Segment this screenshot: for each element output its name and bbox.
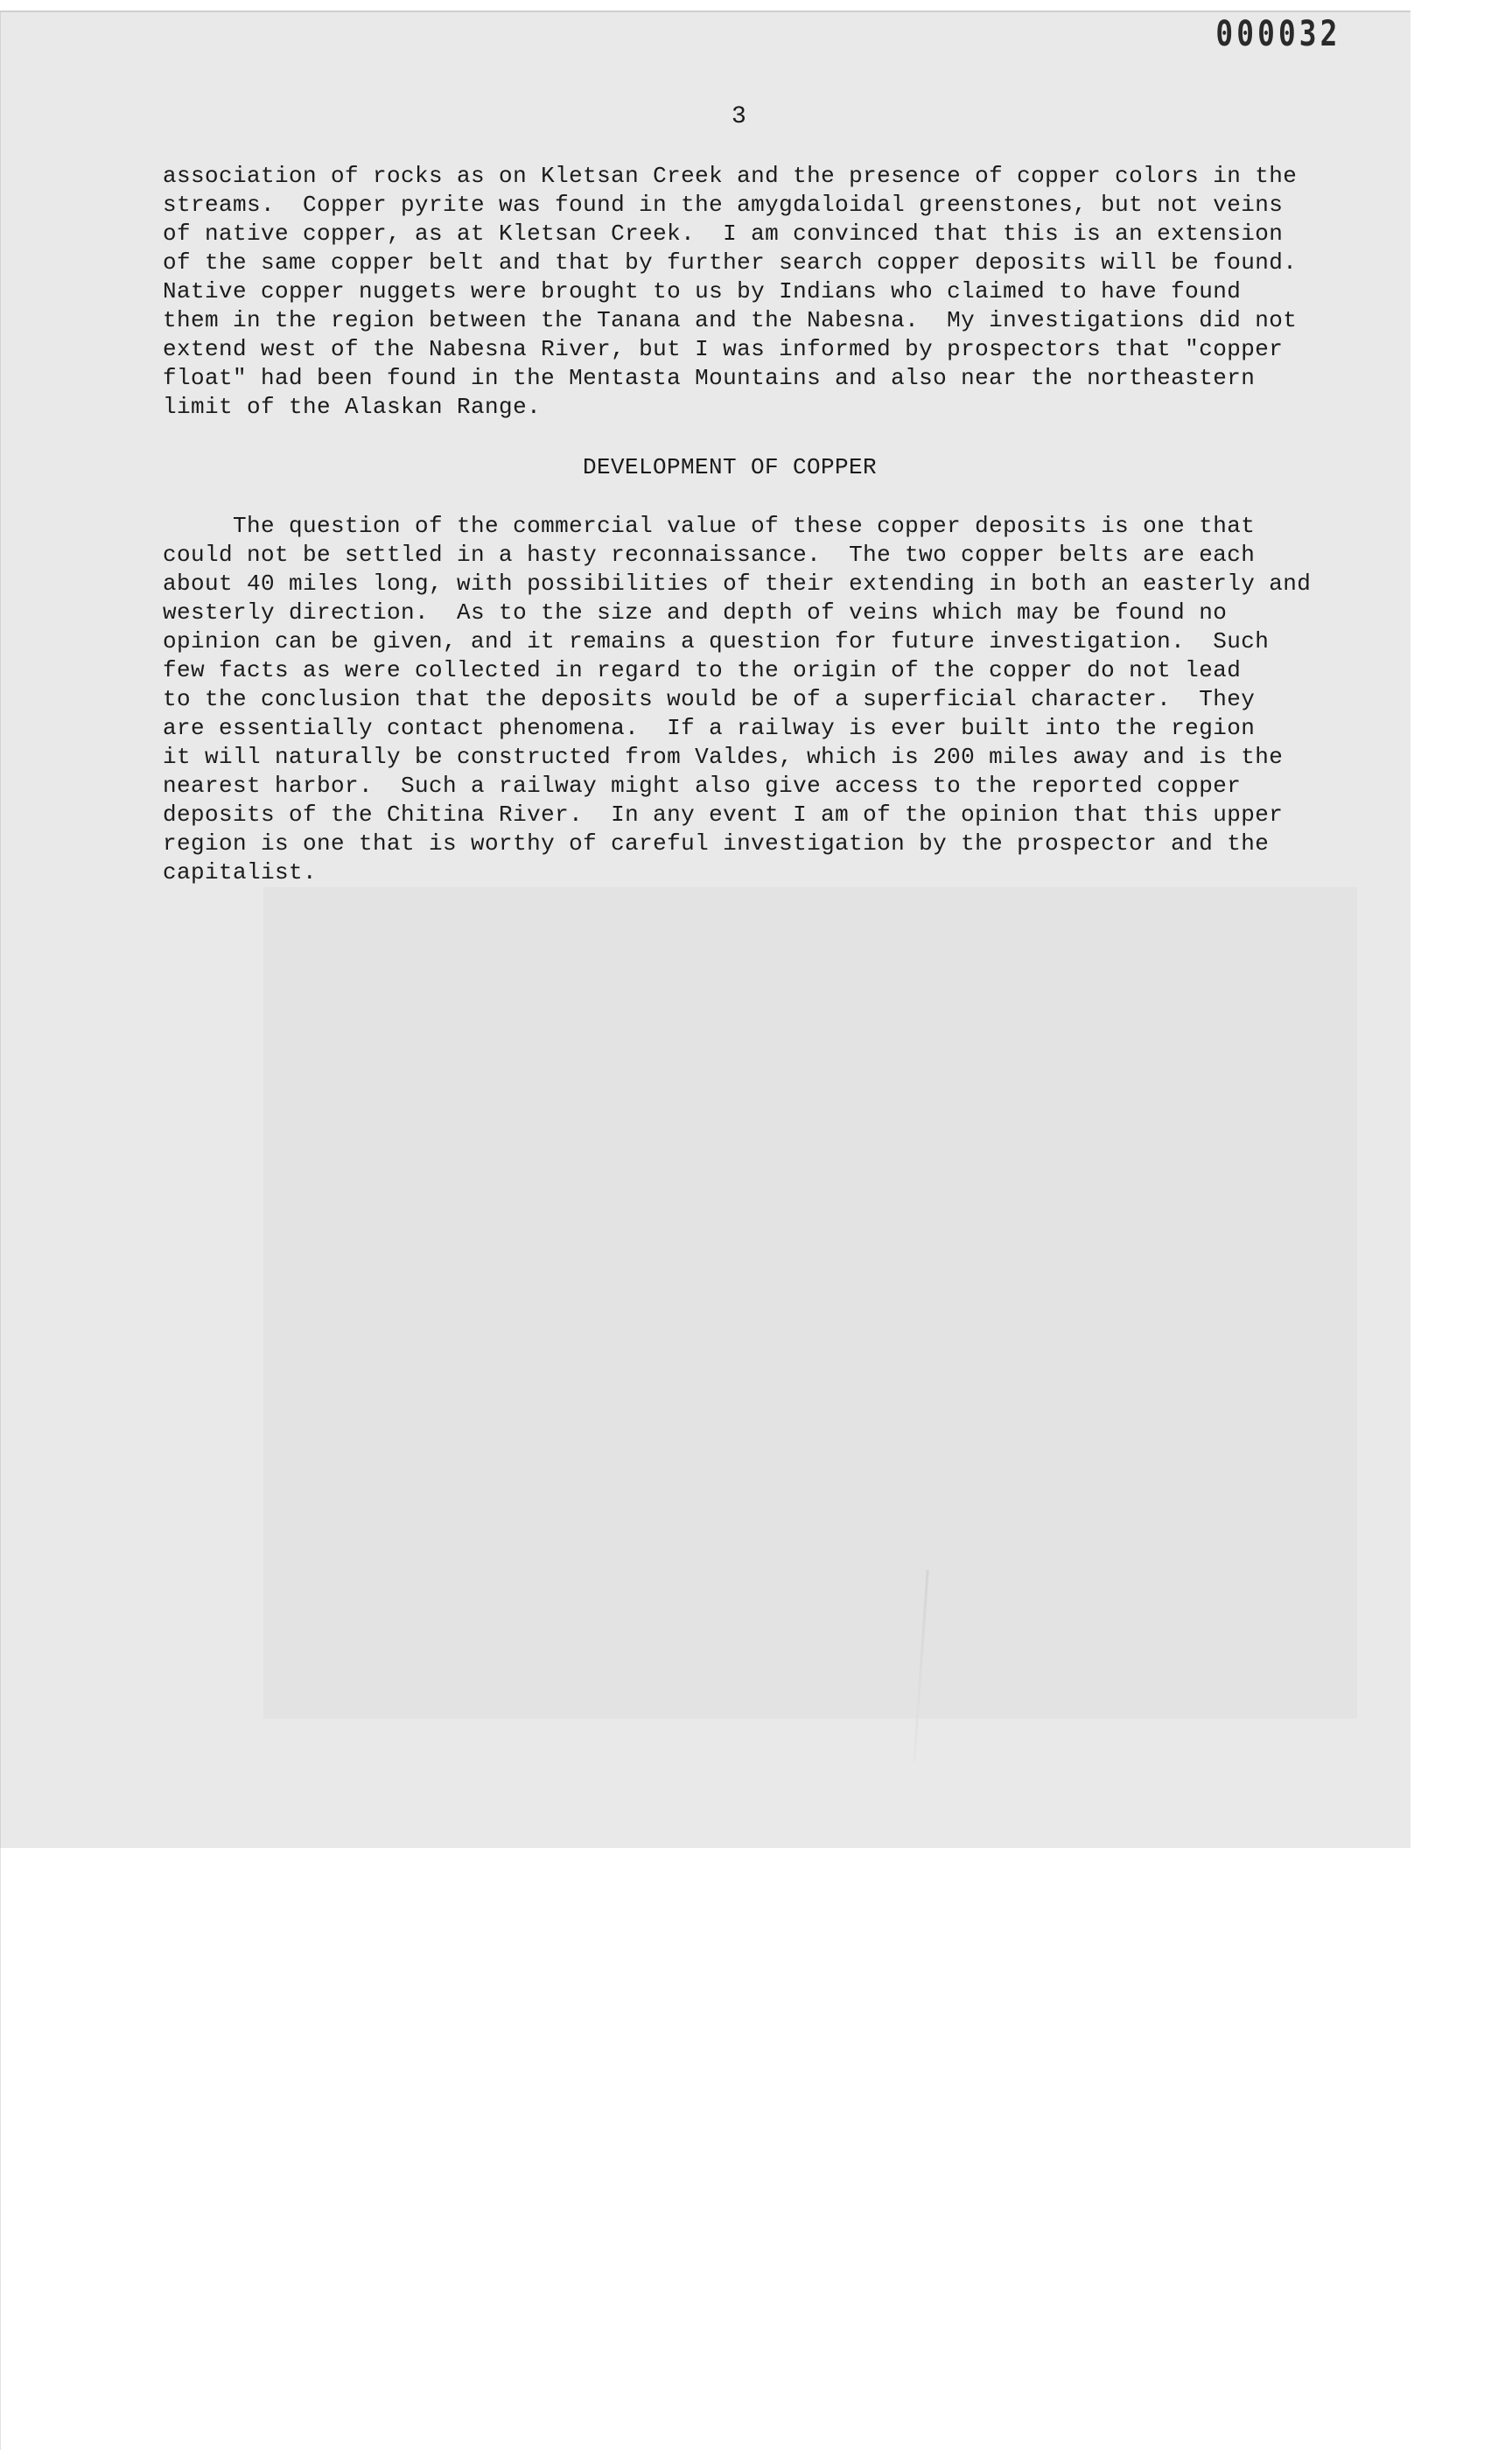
text-line: them in the region between the Tanana and the Nabesna. My investigations did not (163, 307, 1298, 333)
text-line: are essentially contact phenomena. If a railway is ever built into the region (163, 715, 1256, 741)
text-line: it will naturally be constructed from Valdes, which is 200 miles away and is the (163, 744, 1284, 770)
text-line: of native copper, as at Kletsan Creek. I am convinced that this is an extension (163, 220, 1284, 247)
section-heading: DEVELOPMENT OF COPPER (583, 454, 878, 480)
text-line: opinion can be given, and it remains a question for future investigation. Such (163, 628, 1270, 654)
text-line: streams. Copper pyrite was found in the amygdaloidal greenstones, but not veins (163, 192, 1284, 218)
text-line: nearest harbor. Such a railway might also give access to the reported copper (163, 773, 1242, 799)
text-line: region is one that is worthy of careful investigation by the prospector and the (163, 830, 1270, 857)
text-line: The question of the commercial value of these copper deposits is one that (163, 513, 1256, 539)
text-line: could not be settled in a hasty reconnaissance. The two copper belts are each (163, 542, 1256, 568)
text-line: limit of the Alaskan Range. (163, 394, 542, 420)
text-line: to the conclusion that the deposits would be of a superficial character. They (163, 686, 1256, 712)
text-line: westerly direction. As to the size and depth of veins which may be found no (163, 599, 1228, 626)
text-line: about 40 miles long, with possibilities of their extending in both an easterly and (163, 570, 1312, 597)
text-line: few facts as were collected in regard to the origin of the copper do not lead (163, 657, 1242, 683)
page-number: 3 (732, 103, 747, 130)
text-line: association of rocks as on Kletsan Creek and the presence of copper colors in the (163, 163, 1298, 189)
text-line: Native copper nuggets were brought to us by Indians who claimed to have found (163, 278, 1242, 304)
text-line: deposits of the Chitina River. In any event I am of the opinion that this upper (163, 802, 1284, 828)
paper-crease (913, 1570, 928, 1762)
text-line: float" had been found in the Mentasta Mountains and also near the northeastern (163, 365, 1256, 391)
text-line: of the same copper belt and that by further search copper deposits will be found. (163, 249, 1298, 276)
document-number-stamp: 000032 (1214, 14, 1340, 54)
text-line: capitalist. (163, 859, 318, 886)
text-line: extend west of the Nabesna River, but I was informed by prospectors that "copper (163, 336, 1284, 362)
blank-underlying-page (0, 1848, 1512, 2450)
